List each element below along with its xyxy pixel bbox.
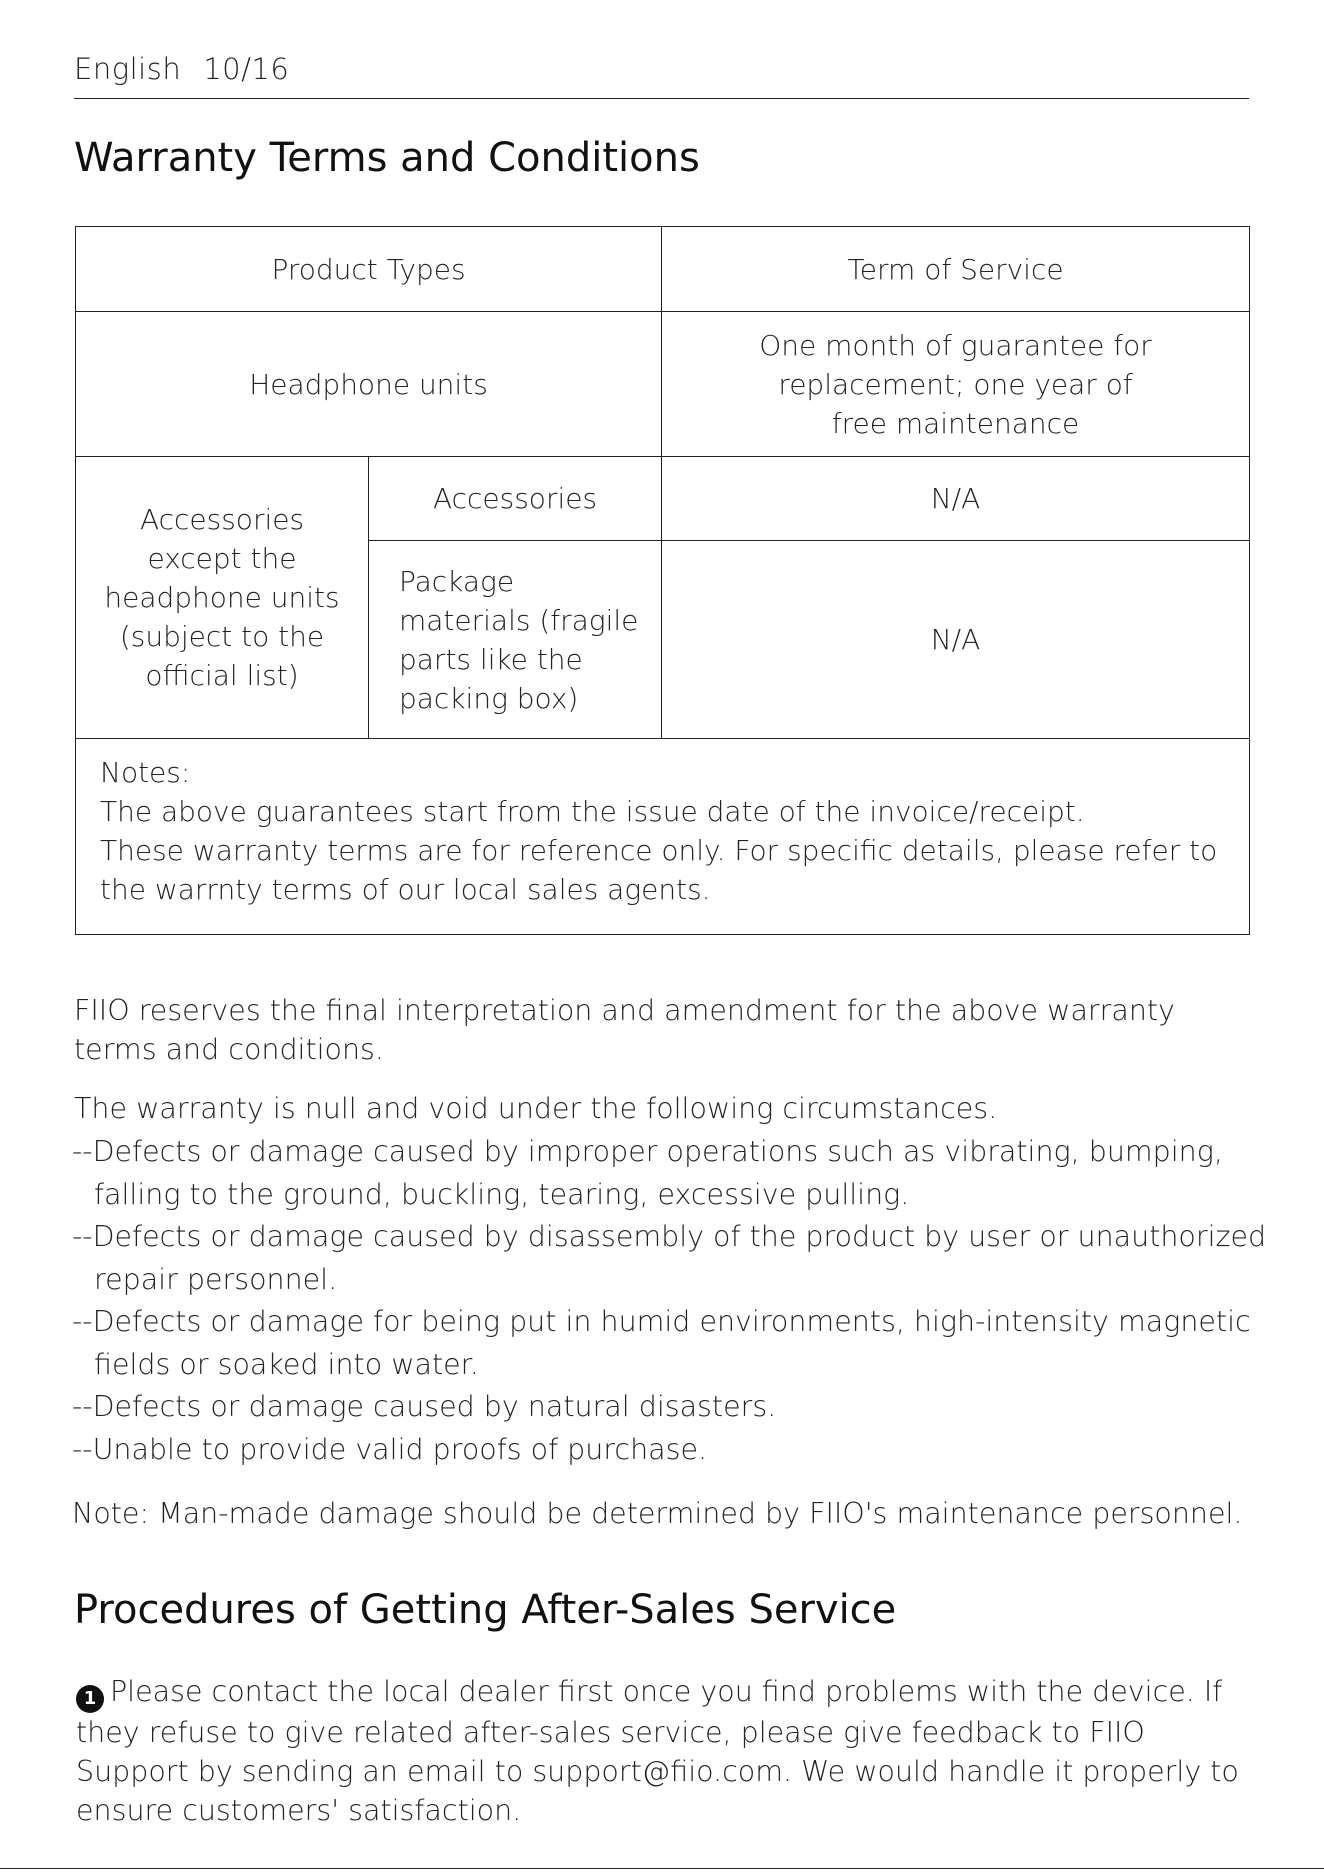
list-item: --Defects or damage for being put in humid environments, high-intensity magnetic fields or soaked into water. — [72, 1305, 1251, 1381]
warranty-table — [75, 226, 1250, 935]
null-void-intro: The warranty is null and void under the following circumstances. — [74, 1092, 998, 1125]
man-made-note: Note: Man-made damage should be determined by FIIO's maintenance personnel. — [72, 1497, 1243, 1530]
procedure-step-1 — [76, 1672, 1261, 1830]
col-term-of-service: Term of Service — [662, 227, 1250, 312]
accessories-group-cell: Accessories except the headphone units (subject to the official list) — [76, 457, 369, 739]
list-item: --Defects or damage caused by disassembly of the product by user or unauthorized repair personnel. — [72, 1220, 1267, 1296]
header-divider — [74, 98, 1249, 99]
footer-divider — [0, 1868, 1324, 1869]
circumstances-list — [72, 1131, 1272, 1471]
table-header-row — [76, 227, 1250, 312]
procedure-step-text: Please contact the local dealer first once you find problems with the device. If they refuse to give related after-sales service, please give feedback to FIIO Support by sending an email to support@fiio.com. We would handle it properly to ensure customers' satisfaction. — [76, 1675, 1239, 1827]
table-row — [76, 457, 1250, 541]
warranty-title: Warranty Terms and Conditions — [74, 135, 700, 181]
notes-heading: Notes: — [100, 756, 191, 789]
notes-line: These warranty terms are for reference only. For specific details, please refer to the warrnty terms of our local sales agents. — [100, 834, 1218, 906]
table-row — [76, 312, 1250, 457]
notes-line: The above guarantees start from the issue date of the invoice/receipt. — [100, 795, 1085, 828]
table-notes-row — [76, 739, 1250, 935]
procedures-title: Procedures of Getting After-Sales Service — [74, 1587, 897, 1633]
accessories-term-cell: N/A — [662, 457, 1250, 541]
package-term-cell: N/A — [662, 541, 1250, 739]
package-materials-cell: Package materials (fragile parts like the packing box) — [369, 541, 662, 739]
headphone-units-cell: Headphone units — [76, 312, 662, 457]
accessories-cell: Accessories — [369, 457, 662, 541]
list-item: --Defects or damage caused by natural disasters. — [72, 1390, 777, 1423]
reserves-paragraph: FIIO reserves the final interpretation and amendment for the above warranty terms and conditions. — [74, 994, 1175, 1066]
list-item: --Defects or damage caused by improper operations such as vibrating, bumping, falling to the ground, buckling, tearing, excessive pulling. — [72, 1135, 1223, 1211]
circled-number-icon: 1 — [76, 1685, 104, 1713]
language-label: English — [74, 52, 182, 86]
col-product-types: Product Types — [76, 227, 662, 312]
list-item: --Unable to provide valid proofs of purchase. — [72, 1432, 708, 1466]
notes-cell — [76, 739, 1250, 935]
page-header — [74, 52, 289, 86]
page-number: 10/16 — [203, 52, 290, 86]
headphone-term-cell: One month of guarantee for replacement; one year of free maintenance — [662, 312, 1250, 457]
